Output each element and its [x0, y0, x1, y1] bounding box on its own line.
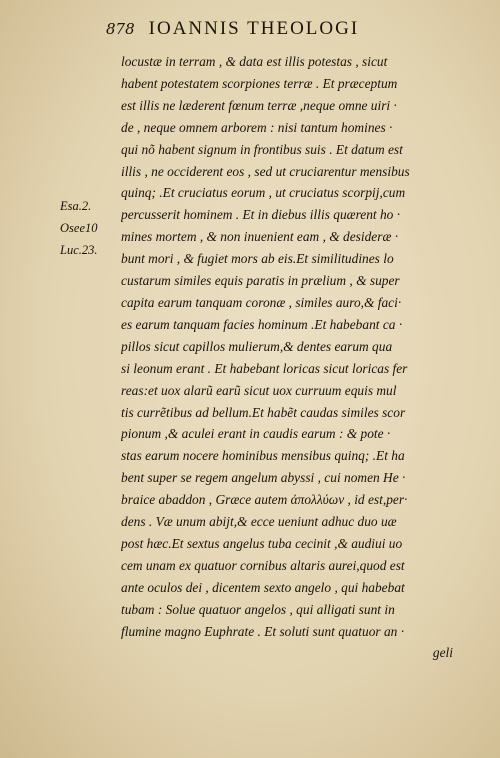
text-line: tubam : Solue quatuor angelos , qui alligati sunt in — [121, 601, 395, 617]
text-line: qui nõ habent signum in frontibus suis . Et datum est — [121, 141, 403, 157]
text-line: stas earum nocere hominibus mensibus quinq; .Et ha — [121, 448, 405, 464]
text-line: habent potestatem scorpiones terræ . Et præceptum — [121, 75, 398, 91]
text-line: pillos sicut capillos mulierum,& dentes earum qua — [121, 338, 393, 354]
running-title: IOANNIS THEOLOGI — [148, 18, 360, 39]
text-line: custarum similes equis paratis in prælium , & super — [121, 273, 400, 289]
margin-note-osee: Osee10 — [60, 221, 98, 235]
text-line: est illis ne læderent fœnum terræ ,neque omne uiri · — [121, 97, 397, 113]
margin-note-esa: Esa.2. — [60, 199, 92, 213]
text-line: mines mortem , & non inuenient eam , & desideræ · — [121, 229, 399, 245]
text-line: si leonum erant . Et habebant loricas sicut loricas fer — [121, 360, 408, 376]
text-line: tis currẽtibus ad bellum.Et habẽt caudas similes scor — [121, 404, 406, 420]
text-line: braice abaddon , Græce autem ἀπολλύων , id est,per· — [121, 492, 408, 508]
page-number: 878 — [106, 20, 135, 38]
text-line: reas:et uox alarũ earũ sicut uox curruum equis mul — [121, 382, 397, 398]
catchword: geli — [432, 645, 453, 661]
text-line: cem unam ex quatuor cornibus altaris aurei,quod est — [121, 557, 405, 573]
text-line: capita earum tanquam coronæ , similes auro,& faci· — [121, 294, 402, 310]
text-line: flumine magno Euphrate . Et soluti sunt quatuor an · — [121, 623, 405, 639]
text-line: bent super se regem angelum abyssi , cui nomen He · — [121, 470, 406, 486]
text-line: percusserit hominem . Et in diebus illis quærent ho · — [121, 207, 401, 223]
text-line: pionum ,& aculei erant in caudis earum : & pote · — [121, 426, 391, 442]
margin-note-luc: Luc.23. — [60, 243, 98, 257]
text-line: quinq; .Et cruciatus eorum , ut cruciatus scorpij,cum — [121, 185, 406, 201]
text-line: post hæc.Et sextus angelus tuba cecinit ,& audiui uo — [121, 535, 403, 551]
text-line: es earum tanquam facies hominum .Et habebant ca · — [121, 316, 403, 332]
text-line: bunt mori , & fugiet mors ab eis.Et similitudines lo — [121, 251, 394, 267]
body-text — [121, 51, 457, 664]
text-line: dens . Væ unum abijt,& ecce ueniunt adhuc duo uæ — [121, 514, 397, 530]
page-header — [106, 18, 436, 40]
text-line: de , neque omnem arborem : nisi tantum homines · — [121, 119, 393, 135]
text-line: ante oculos dei , dicentem sexto angelo , qui habebat — [121, 579, 405, 595]
text-line: locustæ in terram , & data est illis potestas , sicut — [121, 54, 388, 69]
text-line: illis , ne occiderent eos , sed ut cruciarentur mensibus — [121, 163, 410, 179]
